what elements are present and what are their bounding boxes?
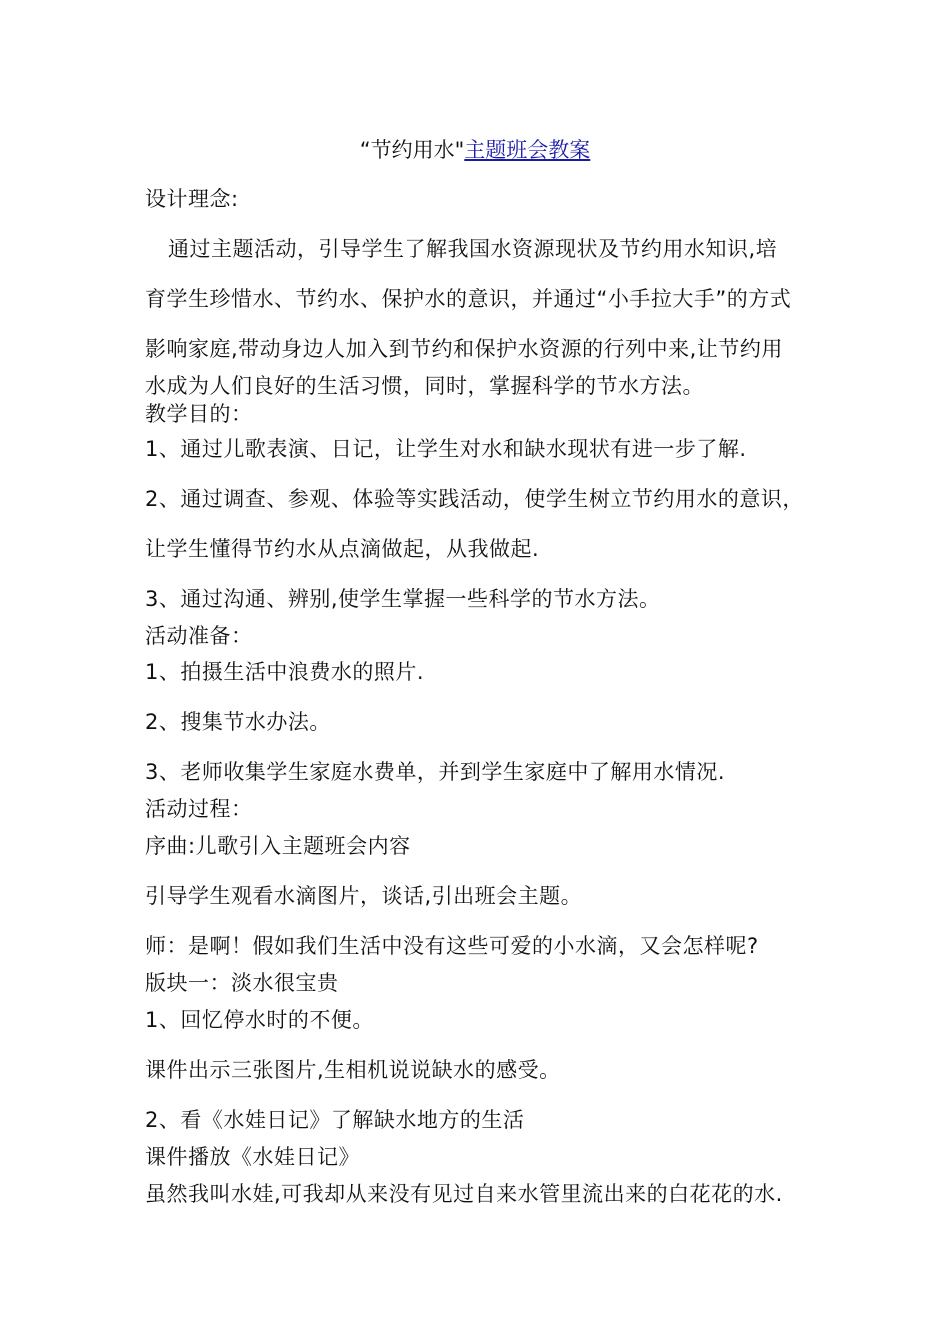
list-item: 2、搜集节水办法。 <box>145 710 331 734</box>
section-heading-process: 活动过程： <box>145 797 253 821</box>
paragraph-line: 影响家庭,带动身边人加入到节约和保护水资源的行列中来,让节约用 <box>145 337 783 361</box>
paragraph-line: 课件播放《水娃日记》 <box>145 1145 360 1169</box>
title-link[interactable]: 主题班会教案 <box>464 138 591 162</box>
list-item: 1、拍摄生活中浪费水的照片. <box>145 660 425 684</box>
list-item: 2、通过调查、参观、体验等实践活动，使学生树立节约用水的意识， <box>145 487 804 511</box>
paragraph-line: 序曲:儿歌引入主题班会内容 <box>145 834 411 858</box>
list-item: 1、通过儿歌表演、日记，让学生对水和缺水现状有进一步了解. <box>145 437 747 461</box>
paragraph-line: 师：是啊！假如我们生活中没有这些可爱的小水滴，又会怎样呢? <box>145 934 759 958</box>
list-item-continuation: 让学生懂得节约水从点滴做起，从我做起. <box>145 537 540 561</box>
paragraph-line: 引导学生观看水滴图片，谈话,引出班会主题。 <box>145 884 583 908</box>
list-item: 3、老师收集学生家庭水费单，并到学生家庭中了解用水情况. <box>145 760 726 784</box>
paragraph-line: 虽然我叫水娃,可我却从来没有见过自来水管里流出来的白花花的水. <box>145 1182 783 1206</box>
title-prefix: “节约用水" <box>359 138 465 162</box>
paragraph-line: 水成为人们良好的生活习惯，同时，掌握科学的节水方法。 <box>145 374 704 398</box>
section-heading-preparation: 活动准备： <box>145 624 253 648</box>
document-title <box>0 137 950 163</box>
list-item: 2、看《水娃日记》了解缺水地方的生活 <box>145 1108 525 1132</box>
paragraph-line: 育学生珍惜水、节约水、保护水的意识，并通过“小手拉大手”的方式 <box>145 287 792 311</box>
paragraph-line: 课件出示三张图片,生相机说说缺水的感受。 <box>145 1058 561 1082</box>
section-heading-design-concept: 设计理念: <box>145 187 239 211</box>
section-heading-teaching-goals: 教学目的： <box>145 402 253 426</box>
list-item: 1、回忆停水时的不便。 <box>145 1008 374 1032</box>
paragraph-line: 通过主题活动，引导学生了解我国水资源现状及节约用水知识,培 <box>168 237 778 261</box>
section-heading-block-one: 版块一：淡水很宝贵 <box>145 971 339 995</box>
list-item: 3、通过沟通、辨别,使学生掌握一些科学的节水方法。 <box>145 587 661 611</box>
